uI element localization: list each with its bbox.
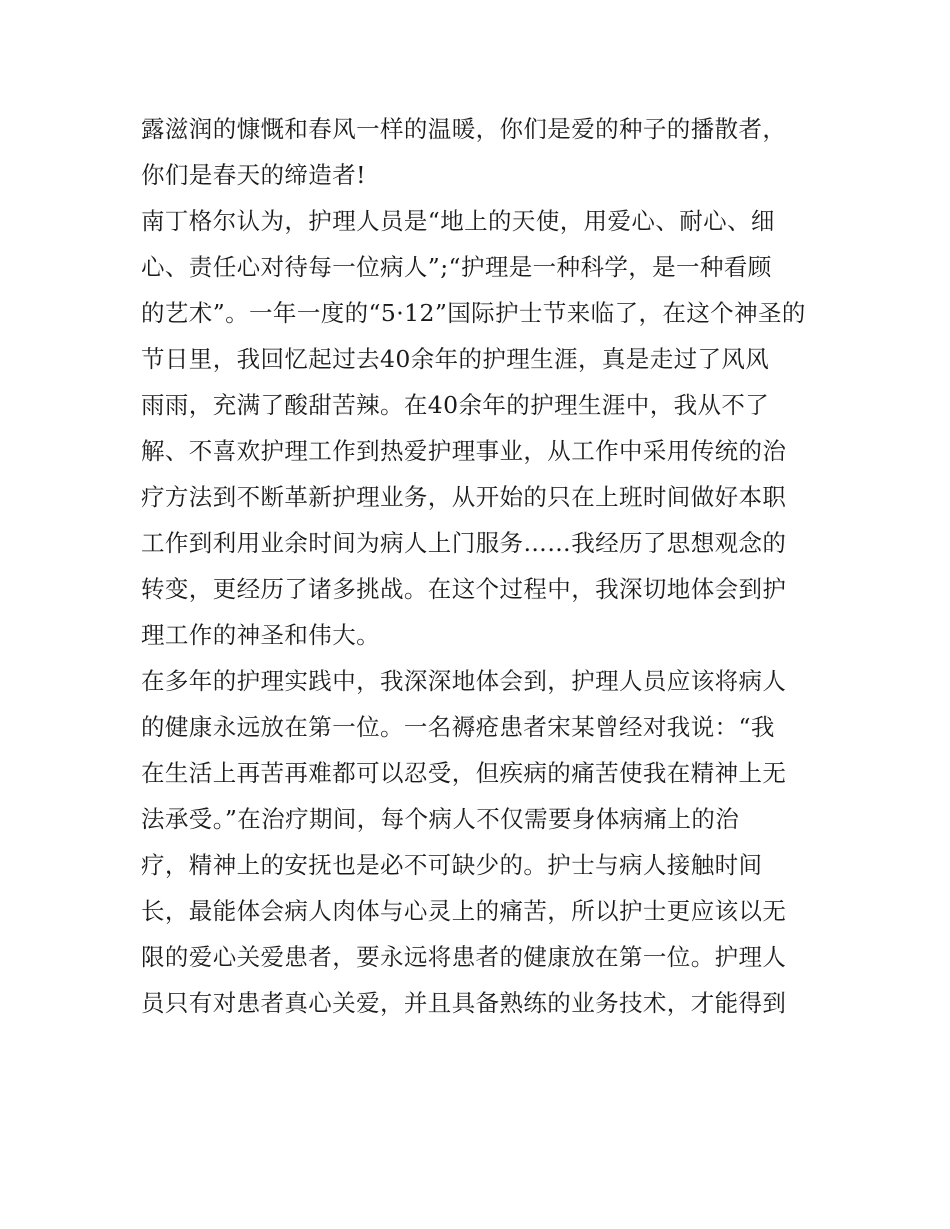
text-line: 在多年的护理实践中，我深深地体会到，护理人员应该将病人 xyxy=(141,667,787,695)
text-line: 露滋润的慷慨和春风一样的温暖，你们是爱的种子的播散者， xyxy=(141,115,787,143)
text-line: 节日里，我回忆起过去40余年的护理生涯，真是走过了风风 xyxy=(141,345,770,373)
text-line: 法承受。”在治疗期间，每个病人不仅需要身体病痛上的治 xyxy=(141,805,740,833)
text-line: 雨雨，充满了酸甜苦辣。在40余年的护理生涯中，我从不了 xyxy=(141,391,770,419)
text-line: 限的爱心关爱患者，要永远将患者的健康放在第一位。护理人 xyxy=(141,943,787,971)
text-line: 工作到利用业余时间为病人上门服务……我经历了思想观念的 xyxy=(141,529,787,557)
text-line: 长，最能体会病人肉体与心灵上的痛苦，所以护士更应该以无 xyxy=(141,897,787,925)
text-line: 疗方法到不断革新护理业务，从开始的只在上班时间做好本职 xyxy=(141,483,787,511)
text-line: 理工作的神圣和伟大。 xyxy=(141,621,380,649)
text-line: 疗，精神上的安抚也是必不可缺少的。护士与病人接触时间 xyxy=(141,851,763,879)
text-line: 心、责任心对待每一位病人”;“护理是一种科学，是一种看顾 xyxy=(141,253,772,281)
text-line: 的健康永远放在第一位。一名褥疮患者宋某曾经对我说：“我 xyxy=(141,713,775,741)
document-body xyxy=(141,106,821,1026)
text-line: 解、不喜欢护理工作到热爱护理事业，从工作中采用传统的治 xyxy=(141,437,787,465)
text-line: 员只有对患者真心关爱，并且具备熟练的业务技术，才能得到 xyxy=(141,989,787,1017)
text-line: 转变，更经历了诸多挑战。在这个过程中，我深切地体会到护 xyxy=(141,575,787,603)
text-line: 在生活上再苦再难都可以忍受，但疾病的痛苦使我在精神上无 xyxy=(141,759,787,787)
text-line: 你们是春天的缔造者! xyxy=(141,161,366,189)
text-line: 的艺术”。一年一度的“5·12”国际护士节来临了，在这个神圣的 xyxy=(141,299,806,327)
text-line: 南丁格尔认为，护理人员是“地上的天使，用爱心、耐心、细 xyxy=(141,207,775,235)
